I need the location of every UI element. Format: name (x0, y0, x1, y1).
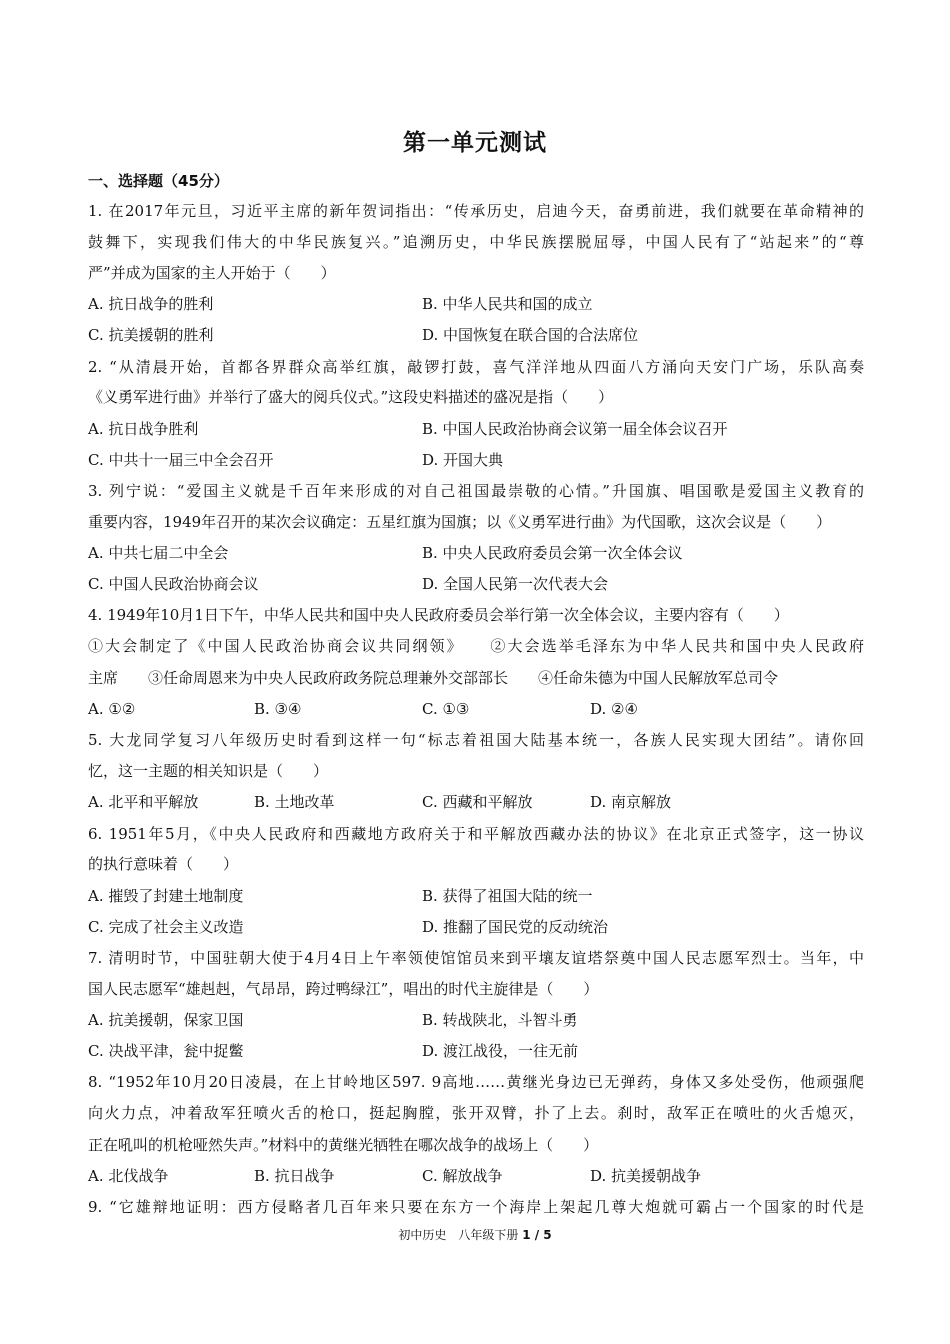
q2-option-a: A. 抗日战争胜利 (88, 420, 199, 438)
q3-option-c: C. 中国人民政治协商会议 (88, 575, 259, 593)
q7-option-b: B. 转战陕北，斗智斗勇 (422, 1011, 578, 1029)
q2-option-d: D. 开国大典 (422, 451, 504, 469)
page-title: 第一单元测试 (403, 130, 547, 156)
q4-line-1: 4. 1949年10月1日下午，中华人民共和国中央人民政府委员会举行第一次全体会议，主要内容有（ ） (88, 606, 789, 624)
q4-line-2: ①大会制定了《中国人民政治协商会议共同纲领》 ②大会选举毛泽东为中华人民共和国中央人民政府 (88, 637, 864, 655)
q1-option-b: B. 中华人民共和国的成立 (422, 295, 593, 313)
q7-option-c: C. 决战平津，瓮中捉鳖 (88, 1042, 244, 1060)
q8-line-1: 8. “1952年10月20日凌晨，在上甘岭地区597. 9高地……黄继光身边已无弹药，身体又多处受伤，他顽强爬 (88, 1073, 864, 1091)
q2-line-1: 2. “从清晨开始，首都各界群众高举红旗，敲锣打鼓，喜气洋洋地从四面八方涌向天安门广场，乐队高奏 (88, 358, 864, 376)
q8-option-c: C. 解放战争 (422, 1167, 503, 1185)
section-heading: 一、选择题（45分） (88, 172, 229, 190)
q5-option-c: C. 西藏和平解放 (422, 793, 533, 811)
q5-option-a: A. 北平和平解放 (88, 793, 199, 811)
q4-option-a: A. ①② (88, 700, 136, 718)
q6-option-d: D. 推翻了国民党的反动统治 (422, 918, 609, 936)
q9-line-1: 9. “它雄辩地证明：西方侵略者几百年来只要在东方一个海岸上架起几尊大炮就可霸占一个国家的时代是 (88, 1198, 864, 1216)
q8-option-b: B. 抗日战争 (254, 1167, 335, 1185)
q1-option-d: D. 中国恢复在联合国的合法席位 (422, 326, 639, 344)
q1-option-a: A. 抗日战争的胜利 (88, 295, 214, 313)
q5-option-d: D. 南京解放 (590, 793, 672, 811)
q7-line-1: 7. 清明时节，中国驻朝大使于4月4日上午率领使馆馆员来到平壤友谊塔祭奠中国人民志愿军烈士。当年，中 (88, 949, 864, 967)
q4-option-b: B. ③④ (254, 700, 302, 718)
q8-option-d: D. 抗美援朝战争 (590, 1167, 702, 1185)
q7-line-2: 国人民志愿军“雄赳赳，气昂昂，跨过鸭绿江”，唱出的时代主旋律是（ ） (88, 980, 599, 998)
q5-line-2: 忆，这一主题的相关知识是（ ） (88, 762, 329, 780)
q3-option-d: D. 全国人民第一次代表大会 (422, 575, 609, 593)
q2-option-b: B. 中国人民政治协商会议第一届全体会议召开 (422, 420, 728, 438)
q5-option-b: B. 土地改革 (254, 793, 335, 811)
q4-line-3: 主席 ③任命周恩来为中央人民政府政务院总理兼外交部部长 ④任命朱德为中国人民解放军总司令 (88, 669, 779, 687)
q8-option-a: A. 北伐战争 (88, 1167, 169, 1185)
q6-option-c: C. 完成了社会主义改造 (88, 918, 244, 936)
q6-option-a: A. 摧毁了封建土地制度 (88, 887, 244, 905)
q6-line-1: 6. 1951年5月，《中央人民政府和西藏地方政府关于和平解放西藏办法的协议》在北京正式签字，这一协议 (88, 825, 864, 843)
footer-subject: 初中历史 八年级下册 (398, 1228, 519, 1242)
q8-line-2: 向火力点，冲着敌军狂喷火舌的枪口，挺起胸膛，张开双臂，扑了上去。刹时，敌军正在喷吐的火舌熄灭， (88, 1104, 864, 1122)
q6-option-b: B. 获得了祖国大陆的统一 (422, 887, 593, 905)
q1-line-2: 鼓舞下，实现我们伟大的中华民族复兴。”追溯历史，中华民族摆脱屈辱，中国人民有了“站起来”的“尊 (88, 233, 864, 251)
page-footer (0, 1226, 950, 1243)
page-number: 1 / 5 (522, 1228, 552, 1242)
q2-option-c: C. 中共十一届三中全会召开 (88, 451, 274, 469)
q3-line-2: 重要内容，1949年召开的某次会议确定：五星红旗为国旗；以《义勇军进行曲》为代国歌，这次会议是（ ） (88, 513, 832, 531)
q1-line-1: 1. 在2017年元旦，习近平主席的新年贺词指出：“传承历史，启迪今天，奋勇前进，我们就要在革命精神的 (88, 202, 864, 220)
q3-option-a: A. 中共七届二中全会 (88, 544, 229, 562)
q4-option-c: C. ①③ (422, 700, 470, 718)
q7-option-a: A. 抗美援朝，保家卫国 (88, 1011, 244, 1029)
q8-line-3: 正在吼叫的机枪哑然失声。”材料中的黄继光牺牲在哪次战争的战场上（ ） (88, 1136, 599, 1154)
q4-option-d: D. ②④ (590, 700, 638, 718)
q6-line-2: 的执行意味着（ ） (88, 855, 239, 873)
q3-option-b: B. 中央人民政府委员会第一次全体会议 (422, 544, 683, 562)
q2-line-2: 《义勇军进行曲》并举行了盛大的阅兵仪式。”这段史料描述的盛况是指（ ） (88, 388, 614, 406)
q1-option-c: C. 抗美援朝的胜利 (88, 326, 214, 344)
q7-option-d: D. 渡江战役，一往无前 (422, 1042, 579, 1060)
q1-line-3: 严”并成为国家的主人开始于（ ） (88, 264, 336, 282)
q3-line-1: 3. 列宁说：“爱国主义就是千百年来形成的对自己祖国最崇敬的心情。”升国旗、唱国歌是爱国主义教育的 (88, 482, 864, 500)
q5-line-1: 5. 大龙同学复习八年级历史时看到这样一句“标志着祖国大陆基本统一，各族人民实现大团结”。请你回 (88, 731, 864, 749)
